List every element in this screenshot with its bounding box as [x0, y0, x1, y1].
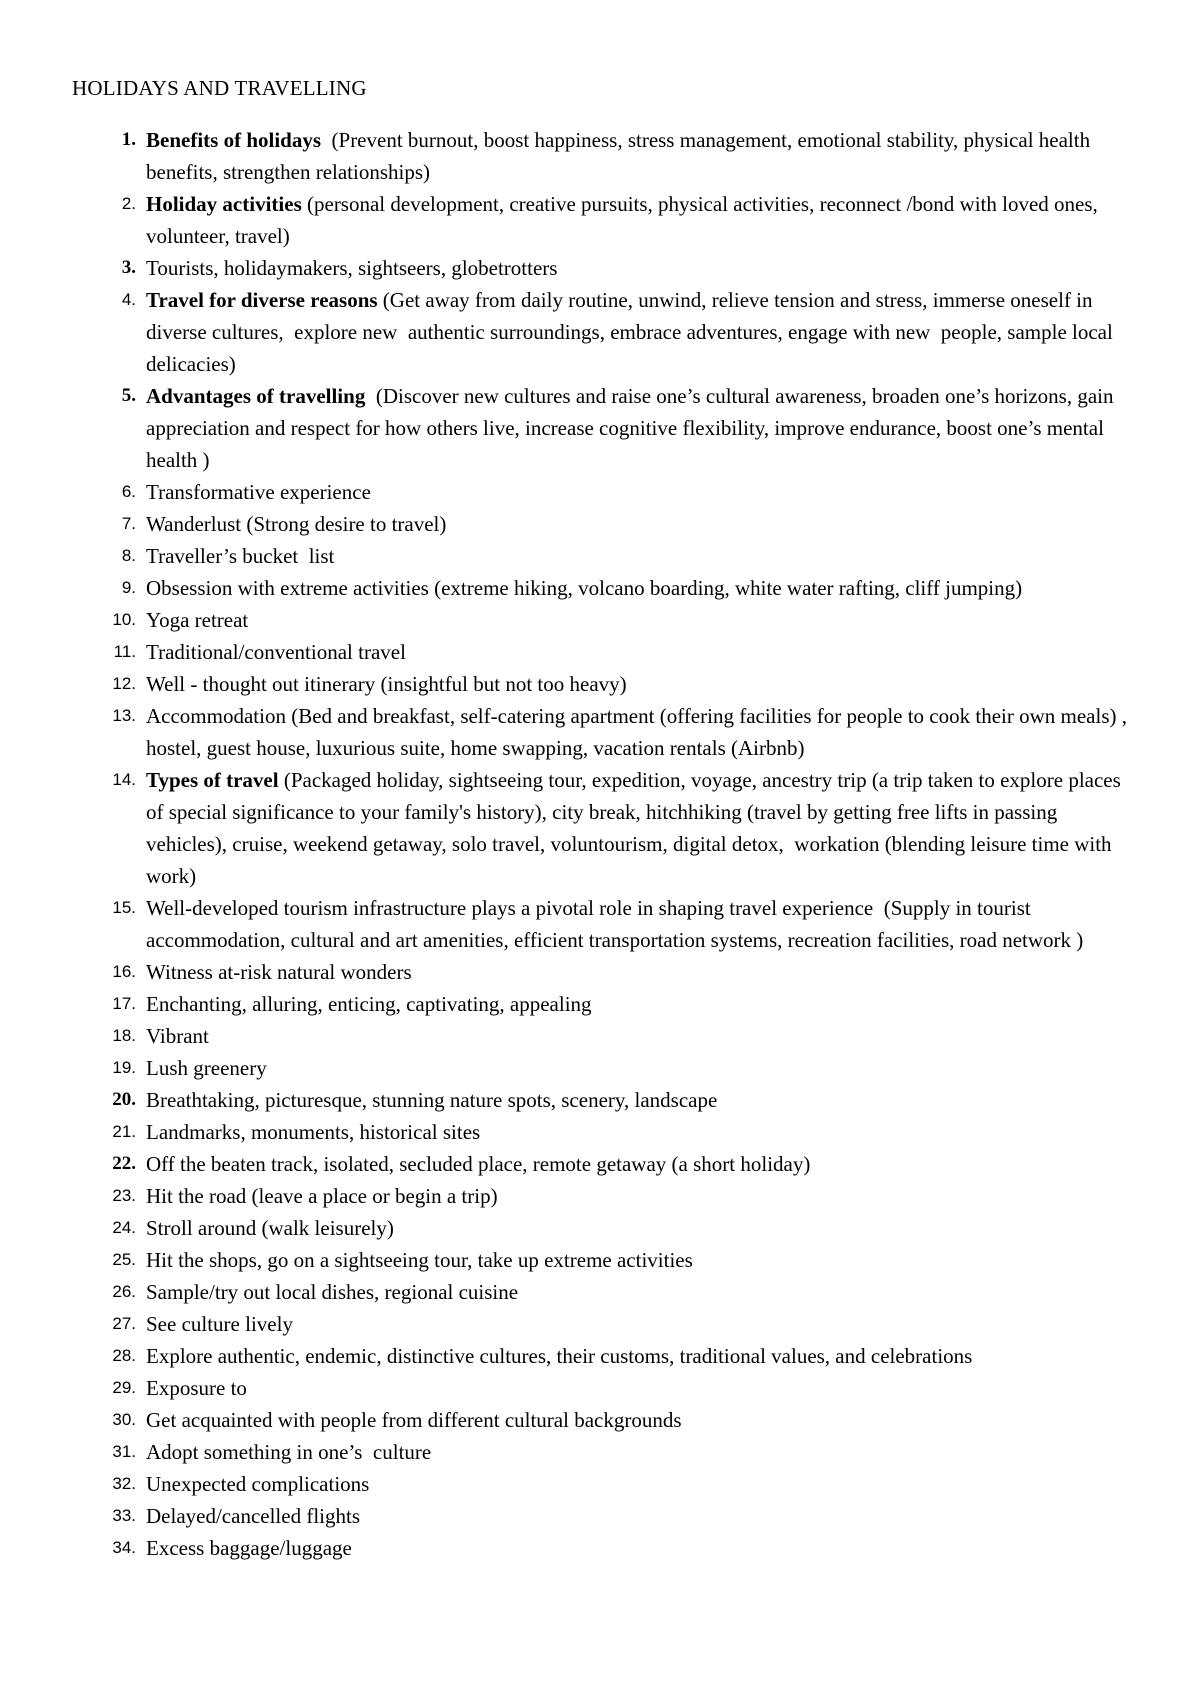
item-number: 29.	[112, 1378, 136, 1397]
list-item	[0, 572, 1200, 604]
item-number: 25.	[112, 1250, 136, 1269]
item-text: See culture lively	[146, 1312, 293, 1336]
item-number: 16.	[112, 962, 136, 981]
item-number: 4.	[121, 290, 136, 309]
item-text: Breathtaking, picturesque, stunning nature spots, scenery, landscape	[146, 1088, 718, 1112]
item-number: 30.	[112, 1410, 136, 1429]
item-number: 19.	[112, 1058, 136, 1077]
item-number: 9.	[121, 578, 136, 597]
item-number: 14.	[112, 770, 136, 789]
list-item	[0, 1532, 1200, 1564]
item-heading: Holiday activities	[146, 192, 302, 216]
item-number: 26.	[112, 1282, 136, 1301]
item-number: 27.	[112, 1314, 136, 1333]
item-text: Wanderlust (Strong desire to travel)	[146, 512, 447, 536]
item-text: Stroll around (walk leisurely)	[146, 1216, 394, 1240]
list-item	[0, 476, 1200, 508]
item-number: 2.	[121, 194, 136, 213]
item-text: Sample/try out local dishes, regional cuisine	[146, 1280, 519, 1304]
item-number: 28.	[112, 1346, 136, 1365]
list-item	[0, 636, 1200, 668]
list-item	[0, 1212, 1200, 1244]
list-item	[0, 668, 1200, 700]
item-number: 18.	[112, 1026, 136, 1045]
list-item	[0, 1372, 1200, 1404]
item-number: 10.	[112, 610, 136, 629]
list-item	[0, 1116, 1200, 1148]
list-item	[0, 700, 1200, 764]
item-heading: Travel for diverse reasons	[146, 288, 378, 312]
list-item	[0, 252, 1200, 284]
item-text: (Prevent burnout, boost happiness, stress management, emotional stability, physical health benefits, strengthen relationships)	[146, 128, 1096, 184]
item-text: (personal development, creative pursuits, physical activities, reconnect /bond with loved ones, volunteer, travel)	[146, 192, 1104, 248]
item-number: 20.	[112, 1089, 136, 1110]
item-text: (Discover new cultures and raise one’s cultural awareness, broaden one’s horizons, gain appreciation and respect for how others live, increase cognitive flexibility, improve endurance, boost one’s mental health )	[146, 384, 1119, 472]
list-item	[0, 1436, 1200, 1468]
list-item	[0, 1052, 1200, 1084]
item-text: Obsession with extreme activities (extreme hiking, volcano boarding, white water rafting, cliff jumping)	[146, 576, 1023, 600]
list-item	[0, 1468, 1200, 1500]
item-text: Tourists, holidaymakers, sightseers, globetrotters	[146, 256, 558, 280]
item-text: Adopt something in one’s culture	[146, 1440, 432, 1464]
list-item	[0, 892, 1200, 956]
list-item	[0, 508, 1200, 540]
item-heading: Benefits of holidays	[146, 128, 322, 152]
item-number: 8.	[121, 546, 136, 565]
item-text: Traditional/conventional travel	[146, 640, 406, 664]
item-number: 6.	[121, 482, 136, 501]
item-text: Excess baggage/luggage	[146, 1536, 352, 1560]
list-item	[0, 764, 1200, 892]
list-item	[0, 1084, 1200, 1116]
item-text: Accommodation (Bed and breakfast, self-catering apartment (offering facilities for people to cook their own meals) , hostel, guest house, luxurious suite, home swapping, vacation rentals (Airbnb)	[146, 704, 1133, 760]
list-item	[0, 188, 1200, 252]
item-text: Off the beaten track, isolated, secluded place, remote getaway (a short holiday)	[146, 1152, 811, 1176]
item-number: 11.	[113, 642, 136, 661]
item-number: 24.	[112, 1218, 136, 1237]
item-number: 3.	[121, 257, 136, 278]
item-text: Delayed/cancelled flights	[146, 1504, 360, 1528]
list-item	[0, 1020, 1200, 1052]
document-title: HOLIDAYS AND TRAVELLING	[72, 76, 367, 100]
item-number: 21.	[112, 1122, 136, 1141]
list-item	[0, 1308, 1200, 1340]
item-text: Well - thought out itinerary (insightful but not too heavy)	[146, 672, 627, 696]
item-number: 31.	[112, 1442, 136, 1461]
item-number: 1.	[121, 129, 136, 150]
item-text: Enchanting, alluring, enticing, captivating, appealing	[146, 992, 592, 1016]
item-text: Unexpected complications	[146, 1472, 370, 1496]
item-number: 23.	[112, 1186, 136, 1205]
item-number: 34.	[112, 1538, 136, 1557]
item-number: 7.	[121, 514, 136, 533]
list-item	[0, 540, 1200, 572]
list-item	[0, 124, 1200, 188]
item-heading: Advantages of travelling	[146, 384, 366, 408]
item-text: Transformative experience	[146, 480, 371, 504]
list-item	[0, 1244, 1200, 1276]
item-number: 33.	[112, 1506, 136, 1525]
item-number: 15.	[112, 898, 136, 917]
list-item	[0, 380, 1200, 476]
item-text: Landmarks, monuments, historical sites	[146, 1120, 481, 1144]
item-text: Vibrant	[146, 1024, 209, 1048]
item-number: 12.	[112, 674, 136, 693]
list-item	[0, 956, 1200, 988]
vocabulary-list	[0, 124, 1200, 1564]
list-item	[0, 1276, 1200, 1308]
item-text: Well-developed tourism infrastructure plays a pivotal role in shaping travel experience (Supply in tourist accommodation, cultural and art amenities, efficient transportation systems, recreation facilities, road network )	[146, 896, 1084, 952]
list-item	[0, 988, 1200, 1020]
list-item	[0, 1180, 1200, 1212]
list-item	[0, 604, 1200, 636]
item-number: 32.	[112, 1474, 136, 1493]
item-text: Traveller’s bucket list	[146, 544, 335, 568]
item-heading: Types of travel	[146, 768, 279, 792]
item-number: 17.	[112, 994, 136, 1013]
list-item	[0, 1404, 1200, 1436]
item-text: Explore authentic, endemic, distinctive cultures, their customs, traditional values, and celebrations	[146, 1344, 973, 1368]
item-text: (Packaged holiday, sightseeing tour, expedition, voyage, ancestry trip (a trip taken to explore places of special significance to your family's history), city break, hitchhiking (travel by getting free lifts in passing vehicles), cruise, weekend getaway, solo travel, voluntourism, digital detox, workation (blending leisure time with work)	[146, 768, 1127, 888]
item-text: Yoga retreat	[146, 608, 249, 632]
item-number: 13.	[112, 706, 136, 725]
item-text: Exposure to	[146, 1376, 247, 1400]
item-text: Lush greenery	[146, 1056, 267, 1080]
list-item	[0, 284, 1200, 380]
list-item	[0, 1148, 1200, 1180]
list-item	[0, 1340, 1200, 1372]
item-number: 22.	[112, 1153, 136, 1174]
item-text: Witness at-risk natural wonders	[146, 960, 412, 984]
item-text: Get acquainted with people from different cultural backgrounds	[146, 1408, 682, 1432]
list-item	[0, 1500, 1200, 1532]
item-number: 5.	[121, 385, 136, 406]
item-text: Hit the road (leave a place or begin a trip)	[146, 1184, 498, 1208]
item-text: (Get away from daily routine, unwind, relieve tension and stress, immerse oneself in diverse cultures, explore new authentic surroundings, embrace adventures, engage with new people, sample local delicacies)	[146, 288, 1119, 376]
item-text: Hit the shops, go on a sightseeing tour, take up extreme activities	[146, 1248, 693, 1272]
